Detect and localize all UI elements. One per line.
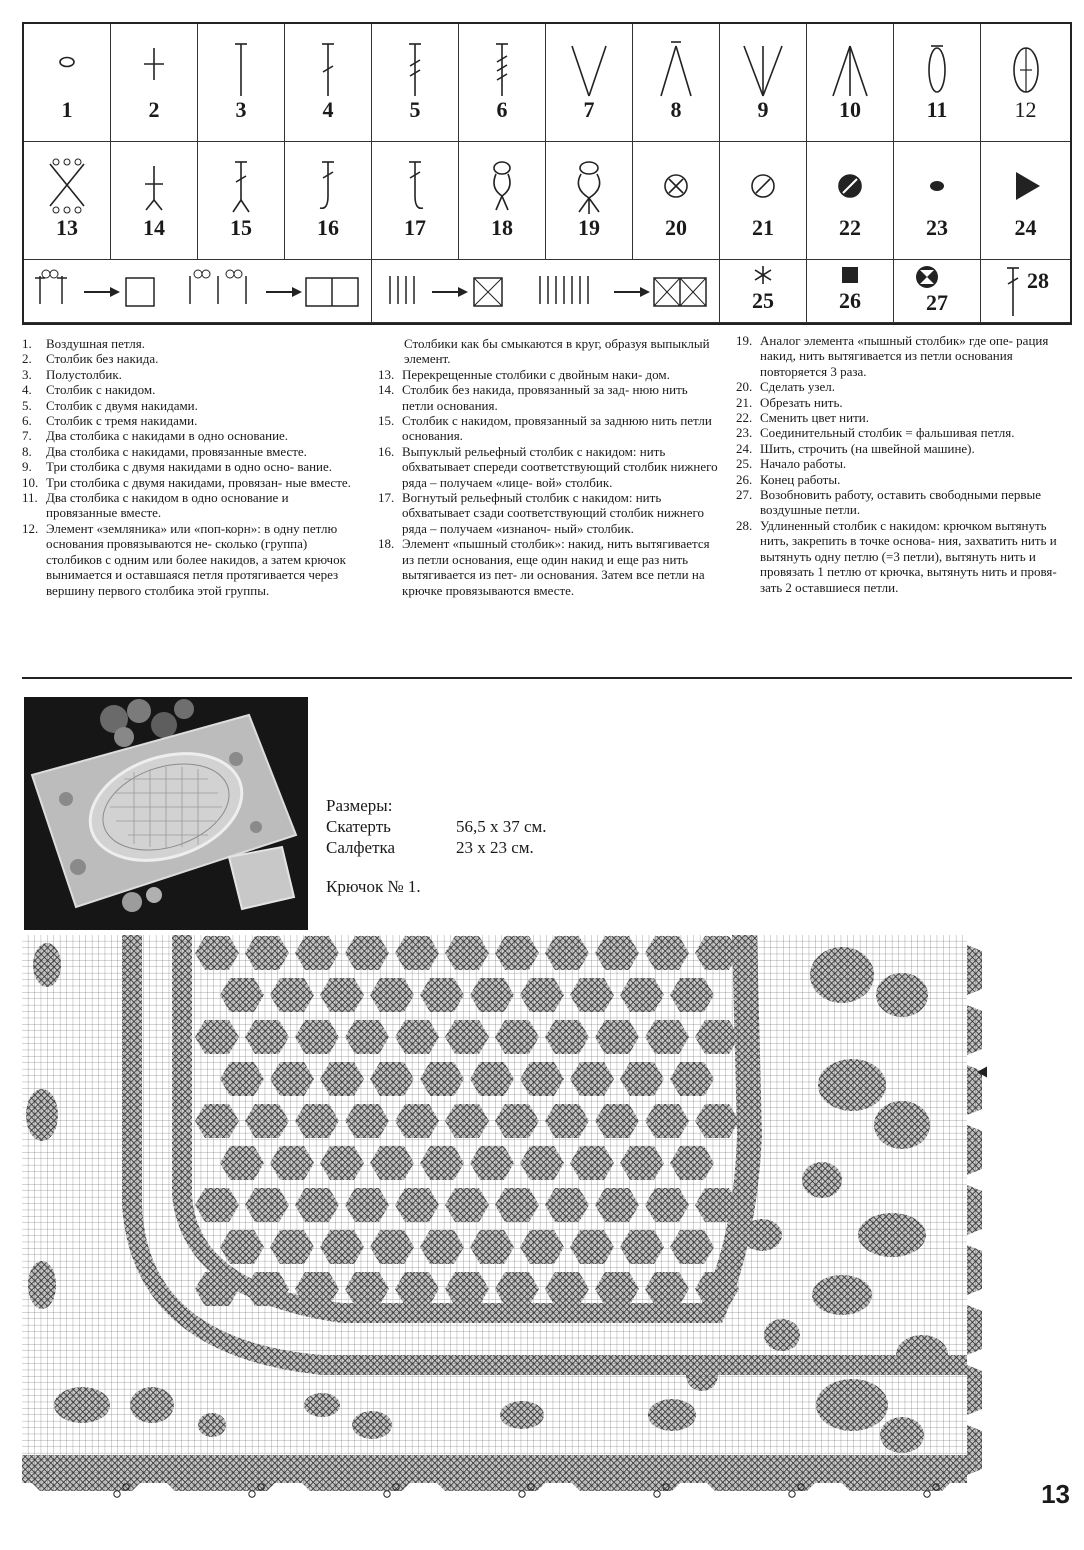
leaf-motif [764,1319,800,1351]
legend-number: 8 [670,97,682,122]
description-number: 15. [378,413,395,429]
tablecloth-label: Скатерть [326,817,391,836]
filet-crochet-chart [22,935,987,1500]
legend-cell-3 [198,24,285,142]
edge-scallop [967,1005,982,1055]
description-number: 14. [378,382,395,398]
description-text: Элемент «земляника» или «поп-корн»: в одну петлю основания провязываются не- сколько (группа) столбиков с одним или более накидов, а затем крючок вынимается и оставшаяся петля протягивается через вершину первого столбика этой группы. [46,520,346,598]
vine-motif [352,1411,392,1439]
leaf-motif [818,1059,886,1111]
legend-cell-dc-to-filled [372,260,720,323]
tablecloth-value: 56,5 х 37 см. [456,817,547,836]
napkin-size-row [326,837,547,858]
legend-cell-14 [111,142,198,260]
cut-thread-marker [384,1491,390,1497]
legend-cell-12 [981,24,1070,142]
leaf-motif [876,973,928,1017]
legend-description-item [378,382,718,413]
elongated-dc-icon [1003,264,1023,320]
description-text: Воздушная петля. [46,336,145,351]
hook-size: Крючок № 1. [326,877,421,896]
legend-description-item [378,367,718,382]
legend-number: 1 [61,97,73,122]
tablecloth-photo [24,697,308,930]
legend-number: 10 [839,97,861,122]
legend-cell-1 [24,24,111,142]
legend-descriptions-col3 [736,333,1072,595]
legend-cell-24 [981,142,1070,260]
legend-number: 18 [491,215,513,240]
legend-cell-6 [459,24,546,142]
legend-cell-chain-to-square [24,260,372,323]
description-text: Элемент «пышный столбик»: накид, нить вытягивается из петли основания, еще один накид и еще раз нить вытягивается из пет- ли основания. Затем все петли на крючке провязываются вместе. [402,536,710,598]
cut-thread-marker [114,1491,120,1497]
resume-work-icon [912,264,942,290]
description-number: 10. [22,474,39,490]
leaf-motif [742,1219,782,1251]
description-text: Столбик с накидом. [46,382,156,398]
legend-description-item [378,536,718,598]
description-text: Начало работы. [760,456,847,472]
legend-description-item [736,518,1072,595]
legend-cell-17 [372,142,459,260]
description-number: 20. [736,379,753,395]
leaf-motif [858,1213,926,1257]
legend-number: 13 [56,215,78,240]
cut-thread-marker [519,1491,525,1497]
description-number: 16. [378,443,395,459]
legend-cell-4 [285,24,372,142]
leaf-motif [874,1101,930,1149]
description-text: Столбик без накида. [46,351,159,367]
size-info [326,795,547,897]
description-number: 18. [378,536,395,552]
legend-cell-16 [285,142,372,260]
tablecloth-size-row [326,816,547,837]
edge-scallop [967,945,982,995]
legend-description-item [22,459,358,474]
description-text: Перекрещенные столбики с двойным наки- дом. [402,366,670,382]
start-asterisk-icon [748,264,778,288]
legend-description-item [736,410,1072,425]
description-number: 1. [22,336,32,351]
napkin-value: 23 х 23 см. [456,838,534,857]
description-text: Столбик с двумя накидами. [46,397,198,413]
legend-cell-2 [111,24,198,142]
leaf-motif [880,1417,924,1453]
page-number: 13 [1041,1479,1070,1509]
description-text: Два столбика с накидом в одно основание и провязанные вместе. [46,490,289,521]
legend-cell-27 [894,260,981,323]
description-number: 27. [736,487,753,503]
sizes-title: Размеры: [326,796,393,815]
leaf-motif [816,1379,888,1431]
symbol-legend-table [22,22,1072,325]
legend-description-item [736,425,1072,440]
chain-stitch-icon [47,38,87,88]
col2-intro: Столбики как бы смыкаются в круг, образуя выпыклый элемент. [404,336,710,367]
description-text: Выпуклый рельефный столбик с накидом: нить обхватывает спереди соответствующий столбик нижнего ряда – получаем «лице- вой» столбик. [402,443,718,490]
description-text: Шить, строчить (на швейной машине). [760,440,975,456]
description-text: Столбик с накидом, провязанный за заднюю нить петли основания. [402,413,712,444]
bottom-border-band [22,1455,967,1483]
description-text: Возобновить работу, оставить свободными первые воздушные петли. [760,487,1042,518]
leaf-motif [802,1162,842,1198]
legend-number: 6 [496,97,508,122]
description-number: 17. [378,490,395,506]
description-text: Аналог элемента «пышный столбик» где опе- рация накид, нить вытягивается из петли основания повторяется 3 раза. [760,333,1049,379]
border-motif [28,1261,56,1309]
legend-cell-25 [720,260,807,323]
legend-cell-20 [633,142,720,260]
legend-number: 21 [752,215,774,240]
legend-description-item [736,379,1072,394]
legend-description-item [736,333,1072,379]
description-text: Обрезать нить. [760,394,843,410]
edge-scallop [967,1245,982,1295]
legend-description-item [378,490,718,536]
description-number: 9. [22,459,32,475]
legend-description-item [22,367,358,382]
legend-cell-19 [546,142,633,260]
border-motif [54,1387,110,1423]
description-text: Два столбика с накидами, провязанные вместе. [46,443,307,459]
description-number: 13. [378,366,395,382]
legend-number: 19 [578,215,600,240]
legend-number: 16 [317,215,339,240]
legend-number: 26 [839,288,861,313]
cut-thread-marker [789,1491,795,1497]
leaf-motif [896,1335,948,1375]
description-text: Вогнутый рельефный столбик с накидом: нить обхватывает сзади соответствующий столбик нижнего ряда – получаем «изнаноч- ный» столбик. [402,490,705,536]
description-text: Три столбика с двумя накидами в одно осно- вание. [46,459,333,475]
leaf-motif [810,947,874,1003]
edge-scallop [967,1365,982,1415]
edge-scallop [967,1185,982,1235]
legend-cell-18 [459,142,546,260]
description-number: 5. [22,397,32,413]
description-text: Полустолбик. [46,366,122,382]
description-number: 8. [22,443,32,459]
description-text: Два столбика с накидами в одно основание. [46,428,289,444]
legend-number: 17 [404,215,426,240]
legend-number: 4 [322,97,334,122]
edge-scallop [967,1425,982,1475]
legend-number: 9 [757,97,769,122]
legend-cell-10 [807,24,894,142]
legend-number: 14 [143,215,165,240]
vine-motif [500,1401,544,1429]
legend-number: 28 [1027,268,1049,293]
legend-description-item [736,395,1072,410]
description-text: Соединительный столбик = фальшивая петля. [760,425,1015,441]
legend-number: 25 [752,288,774,313]
legend-description-item [736,487,1072,518]
legend-description-item [22,413,358,428]
napkin-label: Салфетка [326,838,396,857]
legend-number: 11 [926,97,948,122]
legend-cell-26 [807,260,894,323]
legend-cell-8 [633,24,720,142]
cut-thread-marker [654,1491,660,1497]
border-motif [26,1089,58,1141]
legend-description-item [22,382,358,397]
photo-illustration [24,697,308,930]
section-divider [22,677,1072,679]
description-text: Конец работы. [760,471,841,487]
legend-number: 23 [926,215,948,240]
dc-to-filled-mesh-icon [378,266,718,316]
legend-number: 2 [148,97,160,122]
description-number: 25. [736,456,753,472]
description-number: 4. [22,382,32,398]
legend-number: 22 [839,215,861,240]
description-number: 12. [22,520,39,536]
cut-thread-marker [249,1491,255,1497]
chain-to-mesh-icon [30,266,370,316]
description-text: Три столбика с двумя накидами, провязан- ные вместе. [46,474,351,490]
legend-description-item [736,441,1072,456]
legend-description-item [736,456,1072,471]
legend-number: 15 [230,215,252,240]
legend-description-item [378,413,718,444]
legend-cell-9 [720,24,807,142]
description-text: Удлиненный столбик с накидом: крючком вытянуть нить, закрепить в точке основа- ния, захватить нить и вытянуть одну петлю (=3 петли), вытянуть нить и провязать 1 петлю от крючка, вытянуть нить и провя- зать 2 оставшиеся петли. [760,517,1057,595]
edge-scallop [967,1125,982,1175]
legend-cell-11 [894,24,981,142]
legend-description-item [22,490,358,521]
legend-description-item [378,444,718,490]
legend-number: 7 [583,97,595,122]
description-number: 7. [22,428,32,444]
legend-number: 5 [409,97,421,122]
single-crochet-icon [134,38,174,98]
legend-description-item [22,428,358,443]
description-text: Столбик без накида, провязанный за зад- нюю нить петли основания. [402,382,688,413]
border-motif [33,943,61,987]
legend-number: 3 [235,97,247,122]
legend-description-item [736,472,1072,487]
vine-motif [304,1393,340,1417]
legend-cell-7 [546,24,633,142]
description-number: 23. [736,425,753,441]
description-number: 28. [736,517,753,533]
border-motif [130,1387,174,1423]
description-number: 19. [736,333,753,348]
legend-cell-22 [807,142,894,260]
description-number: 11. [22,490,38,506]
description-number: 22. [736,410,753,426]
legend-description-item [22,398,358,413]
legend-cell-28 [981,260,1070,323]
legend-descriptions-col1 [22,336,358,598]
legend-number: 27 [926,290,948,315]
legend-cell-23 [894,142,981,260]
legend-cell-21 [720,142,807,260]
description-number: 24. [736,440,753,456]
description-number: 3. [22,366,32,382]
legend-description-item [22,444,358,459]
legend-number: 24 [1014,215,1037,240]
description-number: 2. [22,351,32,367]
legend-description-item [22,336,358,351]
end-square-icon [835,264,865,288]
border-motif [198,1413,226,1437]
legend-description-item [22,351,358,366]
description-number: 21. [736,394,753,410]
legend-description-item [22,475,358,490]
legend-cell-13 [24,142,111,260]
legend-number: 20 [665,215,687,240]
description-number: 26. [736,471,753,487]
vine-motif [648,1399,696,1431]
legend-cell-5 [372,24,459,142]
cut-thread-marker [924,1491,930,1497]
legend-descriptions-col2 [378,336,718,598]
description-text: Сделать узел. [760,379,835,395]
leaf-motif [812,1275,872,1315]
edge-scallop [967,1305,982,1355]
description-text: Столбик с тремя накидами. [46,413,198,429]
description-text: Сменить цвет нити. [760,410,869,426]
legend-description-item [22,521,358,598]
description-number: 6. [22,413,32,429]
vine-motif [686,1359,718,1391]
legend-number: 12 [1014,97,1037,122]
legend-cell-15 [198,142,285,260]
